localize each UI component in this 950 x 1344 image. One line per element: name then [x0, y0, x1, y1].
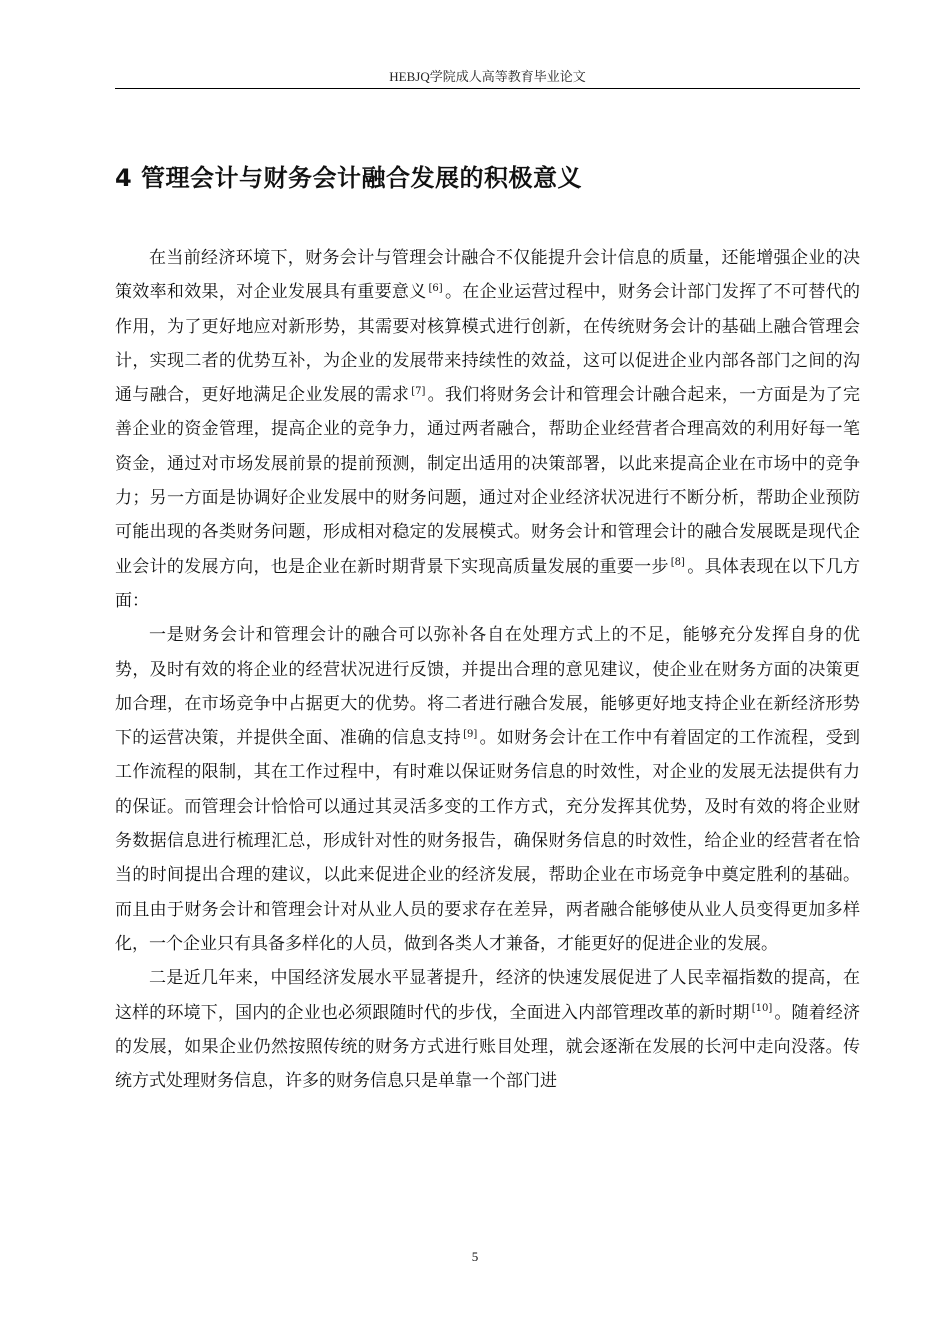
paragraph-3 — [115, 961, 860, 1098]
citation-7: [7] — [411, 385, 426, 397]
paragraph-1-text-2: 。在企业运营过程中，财务会计部门发挥了不可替代的作用，为了更好地应对新形势，其需要对核算模式进行创新，在传统财务会计的基础上融合管理会计，实现二者的优势互补，为企业的发展带来持续性的效益，这可以促进企业内部各部门之间的沟通与融合，更好地满足企业发展的需求 — [115, 282, 861, 406]
paragraph-1 — [115, 241, 860, 618]
paragraph-2-text-1: 一是财务会计和管理会计的融合可以弥补各自在处理方式上的不足，能够充分发挥自身的优势，及时有效的将企业的经营状况进行反馈，并提出合理的意见建议，使企业在财务方面的决策更加合理，在市场竞争中占据更大的优势。将二者进行融合发展，能够更好地支持企业在新经济形势下的运营决策，并提供全面、准确的信息支持 — [115, 625, 860, 749]
paragraph-1-text-3: 。我们将财务会计和管理会计融合起来，一方面是为了完善企业的资金管理，提高企业的竞争力，通过两者融合，帮助企业经营者合理高效的利用好每一笔资金，通过对市场发展前景的提前预测，制定出适用的决策部署，以此来提高企业在市场中的竞争力；另一方面是协调好企业发展中的财务问题，通过对企业经济状况进行不断分析，帮助企业预防可能出现的各类财务问题，形成相对稳定的发展模式。财务会计和管理会计的融合发展既是现代企业会计的发展方向，也是企业在新时期背景下实现高质量发展的重要一步 — [115, 385, 861, 577]
running-header: HEBJQ学院成人高等教育毕业论文 — [389, 69, 586, 84]
header-rule — [115, 88, 860, 89]
citation-6: [6] — [428, 282, 443, 294]
paragraph-2 — [115, 618, 860, 961]
body-text — [115, 241, 860, 1098]
paragraph-1-text-1: 在当前经济环境下，财务会计与管理会计融合不仅能提升会计信息的质量，还能增强企业的决策效率和效果，对企业发展具有重要意义 — [115, 248, 860, 303]
citation-9: [9] — [463, 728, 478, 740]
citation-8: [8] — [670, 557, 685, 569]
paragraph-3-text-1: 二是近几年来，中国经济发展水平显著提升，经济的快速发展促进了人民幸福指数的提高，在这样的环境下，国内的企业也必须跟随时代的步伐，全面进入内部管理改革的新时期 — [115, 968, 860, 1023]
paragraph-3-text-2: 。随着经济的发展，如果企业仍然按照传统的财务方式进行账目处理，就会逐渐在发展的长河中走向没落。传统方式处理财务信息，许多的财务信息只是单靠一个部门进 — [115, 1002, 861, 1092]
citation-10: [10] — [751, 1002, 773, 1014]
paragraph-2-text-2: 。如财务会计在工作中有着固定的工作流程，受到工作流程的限制，其在工作过程中，有时难以保证财务信息的时效性，对企业的发展无法提供有力的保证。而管理会计恰恰可以通过其灵活多变的工作方式，充分发挥其优势，及时有效的将企业财务数据信息进行梳理汇总，形成针对性的财务报告，确保财务信息的时效性，给企业的经营者在恰当的时间提出合理的建议，以此来促进企业的经济发展，帮助企业在市场竞争中奠定胜利的基础。而且由于财务会计和管理会计对从业人员的要求存在差异，两者融合能够使从业人员变得更加多样化，一个企业只有具备多样化的人员，做到各类人才兼备，才能更好的促进企业的发展。 — [115, 728, 860, 954]
paragraph-1-text-4: 。具体表现在以下几方面： — [115, 556, 861, 611]
page-number: 5 — [471, 1249, 479, 1264]
section-title: 4 管理会计与财务会计融合发展的积极意义 — [115, 164, 583, 192]
